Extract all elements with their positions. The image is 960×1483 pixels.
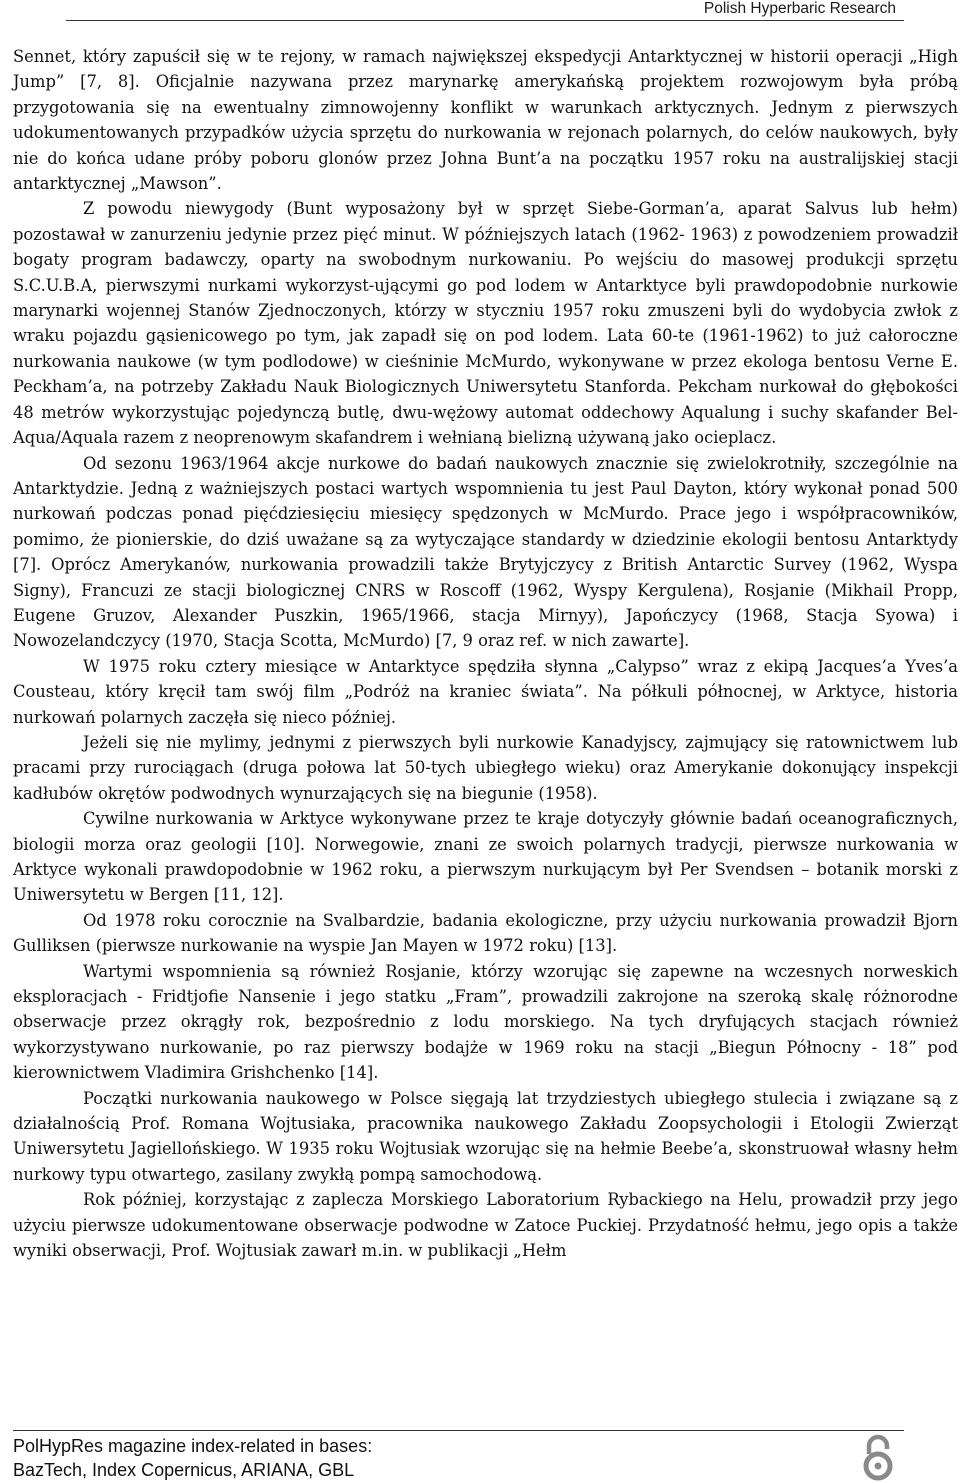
- paragraph: Od sezonu 1963/1964 akcje nurkowe do badań naukowych znacznie się zwielokrotniły, szczególnie na Antarktydzie. Jedną z ważniejszych postaci wartych wspomnienia tu jest Paul Dayton, który wykonał ponad 500 nurkowań podczas ponad pięćdziesięciu miesięcy spędzonych w McMurdo. Prace jego i współpracowników, pomimo, że pionierskie, do dziś uważane są za wytyczające standardy w dziedzinie ekologii bentosu Antarktydy [7]. Oprócz Amerykanów, nurkowania prowadzili także Brytyjczycy z British Antarctic Survey (1962, Wyspa Signy), Francuzi ze stacji biologicznej CNRS w Roscoff (1962, Wyspy Kergulena), Rosjanie (Mikhail Propp, Eugene Gruzov, Alexander Puszkin, 1965/1966, stacja Mirnyy), Japończycy (1968, Stacja Syowa) i Nowozelandczycy (1970, Stacja Scotta, McMurdo) [7, 9 oraz ref. w nich zawarte].: [13, 453, 958, 651]
- journal-name: Polish Hyperbaric Research: [703, 0, 896, 17]
- page-header: [0, 0, 960, 22]
- article-body: [13, 44, 958, 1264]
- header-divider: [66, 20, 904, 21]
- paragraph: Rok później, korzystając z zaplecza Morskiego Laboratorium Rybackiego na Helu, prowadził przy jego użyciu pierwsze udokumentowane obserwacje podwodne w Zatoce Puckiej. Przydatność hełmu, jego opis a także wyniki obserwacji, Prof. Wojtusiak zawarł m.in. w publikacji „Hełm: [13, 1190, 958, 1261]
- paragraph: Początki nurkowania naukowego w Polsce sięgają lat trzydziestych ubiegłego stulecia i związane są z działalnością Prof. Romana Wojtusiaka, pracownika naukowego Zakładu Zoopsychologii i Etologii Zwierząt Uniwersytetu Jagiellońskiego. W 1935 roku Wojtusiak wzorując się na hełmie Beebe’a, skonstruował własny hełm nurkowy typu otwartego, zasilany zwykłą pompą samochodową.: [13, 1088, 958, 1184]
- page-footer: [0, 1430, 960, 1483]
- paragraph: Od 1978 roku corocznie na Svalbardzie, badania ekologiczne, przy użyciu nurkowania prowadził Bjorn Gulliksen (pierwsze nurkowanie na wyspie Jan Mayen w 1972 roku) [13].: [13, 910, 958, 956]
- footer-bases-line: BazTech, Index Copernicus, ARIANA, GBL: [13, 1460, 355, 1480]
- paragraph: Jeżeli się nie mylimy, jednymi z pierwszych byli nurkowie Kanadyjscy, zajmujący się ratownictwem lub pracami przy rurociągach (druga połowa lat 50-tych ubiegłego wieku) oraz Amerykanie dokonujący inspekcji kadłubów okrętów podwodnych wynurzających się na biegunie (1958).: [13, 732, 958, 803]
- paragraph: W 1975 roku cztery miesiące w Antarktyce spędziła słynna „Calypso” wraz z ekipą Jacques’a Yves’a Cousteau, który kręcił tam swój film „Podróż na kraniec świata”. Na półkuli północnej, w Arktyce, historia nurkowań polarnych zaczęła się nieco później.: [13, 656, 958, 727]
- open-access-icon: [860, 1432, 896, 1482]
- paragraph: Wartymi wspomnienia są również Rosjanie, którzy wzorując się zapewne na wczesnych norweskich eksploracjach - Fridtjofie Nansenie i jego statku „Fram”, prowadzili zakrojone na szeroką skalę różnorodne obserwacje przez okrągły rok, bezpośrednio z lodu morskiego. Na tych dryfujących stacjach również wykorzystywano nurkowanie, po raz pierwszy bodajże w 1969 roku na stacji „Biegun Północny - 18” pod kierownictwem Vladimira Grishchenko [14].: [13, 961, 958, 1083]
- paragraph: Cywilne nurkowania w Arktyce wykonywane przez te kraje dotyczyły głównie badań oceanograficznych, biologii morza oraz geologii [10]. Norwegowie, znani ze swoich polarnych tradycji, pierwsze nurkowania w Arktyce wykonali prawdopodobnie w 1962 roku, a pierwszym nurkującym był Per Svendsen – botanik morski z Uniwersytetu w Bergen [11, 12].: [13, 809, 958, 905]
- paragraph: Z powodu niewygody (Bunt wyposażony był w sprzęt Siebe-Gorman’a, aparat Salvus lub hełm) pozostawał w zanurzeniu jedynie przez pięć minut. W późniejszych latach (1962- 1963) z powodzeniem prowadził bogaty program badawczy, oparty na swobodnym nurkowaniu. Po wejściu do masowej produkcji sprzętu S.C.U.B.A, pierwszymi nurkami wykorzyst-ującymi go pod lodem w Antarktyce byli prawdopodobnie nurkowie marynarki wojennej Stanów Zjednoczonych, którzy w styczniu 1957 roku zmuszeni byli do wydobycia zwłok z wraku pojazdu gąsienicowego po tym, jak zapadł się on pod lodem. Lata 60-te (1961-1962) to już całoroczne nurkowania naukowe (w tym podlodowe) w cieśninie McMurdo, wykonywane w przez ekologa bentosu Verne E. Peckham’a, na potrzeby Zakładu Nauk Biologicznych Uniwersytetu Stanforda. Pekcham nurkował do głębokości 48 metrów wykorzystując pojedynczą butlę, dwu-wężowy automat oddechowy Aqualung i suchy skafander Bel-Aqua/Aquala razem z neoprenowym skafandrem i wełnianą bielizną używaną jako ocieplacz.: [13, 199, 958, 448]
- paragraph: Sennet, który zapuścił się w te rejony, w ramach największej ekspedycji Antarktycznej w historii operacji „High Jump” [7, 8]. Oficjalnie nazywana przez marynarkę amerykańską projektem rozwojowym była próbą przygotowania się na ewentualny zimnowojenny konflikt w warunkach arktycznych. Jednym z pierwszych udokumentowanych przypadków użycia sprzętu do nurkowania w rejonach polarnych, do celów naukowych, były nie do końca udane próby poboru glonów przez Johna Bunt’a na początku 1957 roku na australijskiej stacji antarktycznej „Mawson”.: [13, 47, 958, 194]
- footer-index-line: PolHypRes magazine index-related in bases:: [13, 1436, 373, 1456]
- footer-divider: [13, 1430, 904, 1431]
